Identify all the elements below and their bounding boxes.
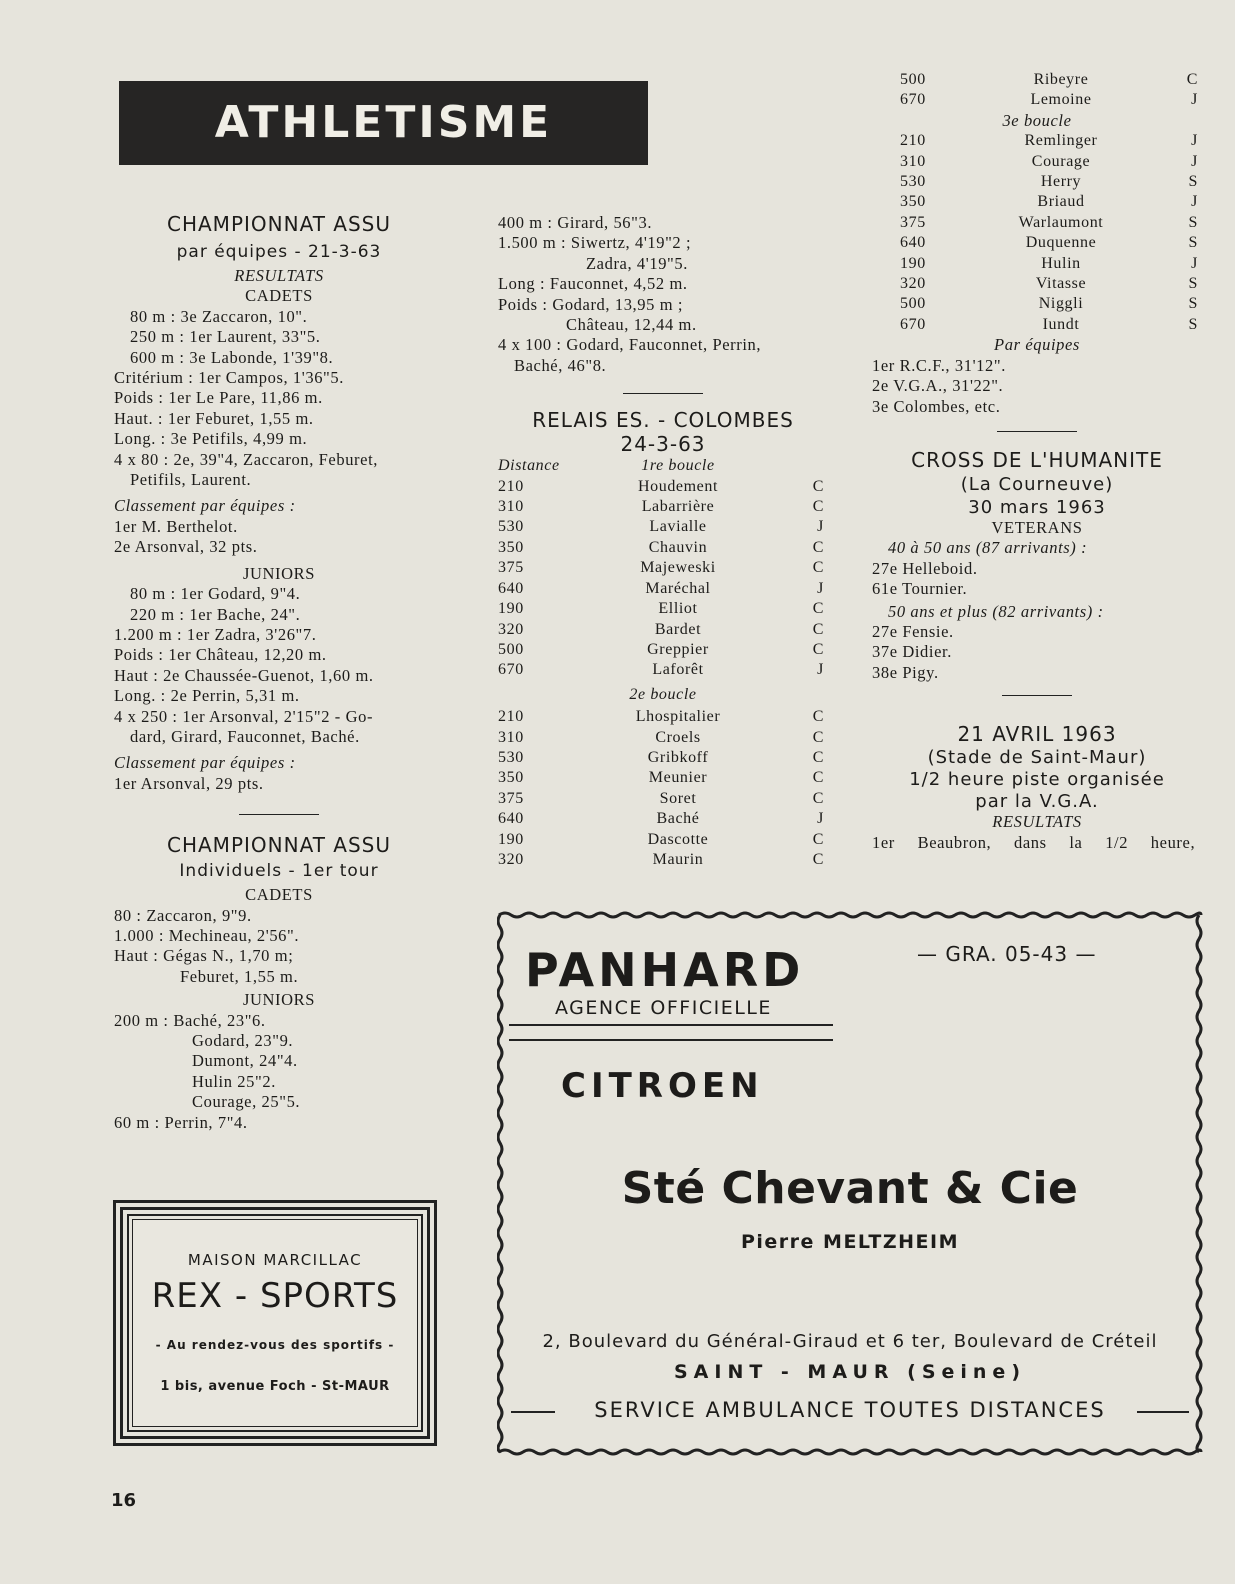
row-category: S	[1188, 173, 1198, 191]
row-category: J	[1191, 193, 1198, 211]
cross-date: 30 mars 1963	[968, 496, 1106, 518]
agence-underline-2	[509, 1039, 833, 1041]
list-item: 200 m : Baché, 23"6.	[114, 1010, 266, 1030]
list-item: Baché, 46"8.	[514, 355, 607, 375]
avril-date: 21 AVRIL 1963	[957, 722, 1117, 747]
classement-label: Classement par équipes :	[114, 496, 296, 516]
row-category: S	[1188, 315, 1198, 333]
row-category: C	[812, 640, 824, 658]
assu2-cadets-label: CADETS	[245, 885, 313, 905]
cross-title: CROSS DE L'HUMANITE	[911, 447, 1163, 472]
row-category: C	[812, 728, 824, 746]
cross-place: (La Courneuve)	[960, 473, 1114, 495]
list-item: 27e Helleboid.	[872, 558, 978, 578]
distance-header: Distance	[498, 457, 560, 475]
row-category: J	[817, 661, 824, 679]
row-name: Duquenne	[1025, 234, 1097, 252]
avril-results: RESULTATS	[992, 812, 1082, 832]
avril-place: (Stade de Saint-Maur)	[927, 747, 1147, 769]
list-item: Critérium : 1er Campos, 1'36"5.	[114, 368, 344, 388]
list-item: 80 m : 3e Zaccaron, 10".	[130, 306, 308, 326]
row-distance: 500	[900, 71, 926, 88]
row-distance: 350	[900, 193, 926, 211]
list-item: 1er R.C.F., 31'12".	[872, 355, 1006, 375]
row-category: J	[1191, 132, 1198, 150]
avril-line1: 1/2 heure piste organisée	[909, 769, 1165, 791]
column-2	[498, 213, 828, 870]
row-category: C	[812, 538, 824, 556]
panhard-tel: — GRA. 05-43 —	[917, 942, 1097, 966]
row-name: Meunier	[648, 769, 708, 787]
divider	[623, 393, 703, 394]
avril-line2: par la V.G.A.	[975, 791, 1099, 813]
row-distance: 310	[498, 498, 524, 516]
list-item: Château, 12,44 m.	[566, 315, 697, 335]
row-distance: 310	[498, 728, 524, 746]
row-name: Croels	[655, 728, 701, 746]
list-item: dard, Girard, Fauconnet, Baché.	[130, 726, 360, 746]
row-name: Courage	[1031, 152, 1091, 170]
row-name: Ribeyre	[1033, 71, 1089, 88]
row-distance: 190	[498, 830, 524, 848]
list-item: 3e Colombes, etc.	[872, 396, 1001, 416]
row-distance: 500	[900, 295, 926, 313]
list-item: Poids : Godard, 13,95 m ;	[498, 294, 684, 314]
list-item: 1.500 m : Siwertz, 4'19"2 ;	[498, 233, 692, 253]
row-category: C	[812, 498, 824, 516]
list-item: Haut : Gégas N., 1,70 m;	[114, 946, 294, 966]
row-name: Lavialle	[649, 518, 707, 536]
row-name: Maréchal	[645, 579, 711, 597]
row-distance: 320	[498, 620, 524, 638]
row-distance: 375	[900, 213, 926, 231]
row-distance: 530	[900, 173, 926, 191]
relais-table	[498, 456, 828, 476]
assu1-cadets-list	[114, 307, 444, 491]
list-item: Poids : 1er Château, 12,20 m.	[114, 645, 327, 665]
row-name: Briaud	[1037, 193, 1085, 211]
row-distance: 375	[498, 789, 524, 807]
list-item: 37e Didier.	[872, 642, 952, 662]
row-name: Herry	[1040, 173, 1082, 191]
assu1-juniors-label: JUNIORS	[242, 563, 316, 583]
company-service: SERVICE AMBULANCE TOUTES DISTANCES	[594, 1398, 1106, 1422]
list-item: 2e Arsonval, 32 pts.	[114, 537, 258, 557]
row-category: C	[812, 620, 824, 638]
relais-date: 24-3-63	[620, 432, 706, 457]
row-name: Niggli	[1038, 295, 1084, 313]
row-category: C	[812, 748, 824, 766]
row-category: C	[812, 477, 824, 495]
row-distance: 640	[900, 234, 926, 252]
classement-label: Classement par équipes :	[114, 753, 296, 773]
list-item: 4 x 250 : 1er Arsonval, 2'15"2 - Go-	[114, 706, 374, 726]
row-distance: 670	[498, 661, 524, 679]
list-item: Haut : 2e Chaussée-Guenot, 1,60 m.	[114, 665, 374, 685]
row-category: C	[812, 789, 824, 807]
list-item: 61e Tournier.	[872, 579, 968, 599]
list-item: Hulin 25"2.	[192, 1071, 276, 1091]
relais-rows-1	[498, 477, 828, 681]
rex-line4: 1 bis, avenue Foch - St-MAUR	[160, 1379, 390, 1394]
boucle3-header: 3e boucle	[1002, 110, 1072, 130]
column-3	[872, 70, 1202, 853]
row-category: J	[817, 810, 824, 828]
row-name: Laforêt	[652, 661, 704, 679]
list-item: Zadra, 4'19"5.	[586, 253, 688, 273]
list-item: 1er Arsonval, 29 pts.	[114, 773, 264, 793]
row-distance: 320	[900, 275, 926, 293]
par-equipes-label: Par équipes	[994, 335, 1080, 355]
assu2-juniors-label: JUNIORS	[242, 990, 316, 1010]
row-distance: 530	[498, 748, 524, 766]
row-distance: 670	[900, 91, 926, 109]
company-city: SAINT - MAUR (Seine)	[674, 1361, 1026, 1383]
row-category: C	[812, 769, 824, 787]
list-item: Feburet, 1,55 m.	[180, 966, 299, 986]
cross-veterans: VETERANS	[991, 517, 1083, 537]
list-item: Petifils, Laurent.	[130, 470, 252, 490]
citroen-brand: CITROEN	[561, 1066, 764, 1106]
section-banner	[119, 81, 648, 165]
assu1-results: RESULTATS	[234, 266, 324, 285]
column-1	[114, 212, 444, 1133]
divider	[997, 431, 1077, 432]
assu1-juniors-list	[114, 584, 444, 747]
row-distance: 350	[498, 769, 524, 787]
row-category: C	[812, 830, 824, 848]
assu1-cadets-label: CADETS	[245, 286, 313, 306]
list-item: 250 m : 1er Laurent, 33"5.	[130, 327, 321, 347]
row-distance: 640	[498, 579, 524, 597]
panhard-brand: PANHARD	[525, 943, 805, 997]
list-item: 60 m : Perrin, 7"4.	[114, 1112, 248, 1132]
row-category: C	[812, 708, 824, 726]
divider	[1002, 695, 1072, 696]
row-distance: 500	[498, 640, 524, 658]
row-name: Remlinger	[1024, 132, 1098, 150]
row-name: Greppier	[647, 640, 709, 658]
row-name: Hulin	[1041, 254, 1081, 272]
boucle-header: 2e boucle	[629, 685, 697, 703]
row-category: S	[1188, 275, 1198, 293]
ad-rex-sports	[113, 1200, 437, 1446]
list-item: 1.000 : Mechineau, 2'56".	[114, 925, 300, 945]
list-item: 220 m : 1er Bache, 24".	[130, 604, 301, 624]
row-name: Chauvin	[648, 538, 708, 556]
list-item: 4 x 80 : 2e, 39"4, Zaccaron, Feburet,	[114, 449, 378, 469]
row-name: Labarrière	[641, 498, 715, 516]
row-category: J	[817, 518, 824, 536]
row-name: Elliot	[658, 600, 698, 618]
company-owner: Pierre MELTZHEIM	[740, 1231, 959, 1253]
cross-cat1: 40 à 50 ans (87 arrivants) :	[888, 538, 1088, 558]
row-distance: 640	[498, 810, 524, 828]
list-item: 4 x 100 : Godard, Fauconnet, Perrin,	[498, 335, 762, 355]
row-distance: 310	[900, 152, 926, 170]
company-address: 2, Boulevard du Général-Giraud et 6 ter, Boulevard de Créteil	[542, 1331, 1158, 1352]
list-item: 400 m : Girard, 56"3.	[498, 213, 653, 232]
list-item: 1er M. Berthelot.	[114, 516, 238, 536]
row-category: C	[812, 600, 824, 618]
row-category: J	[1191, 91, 1198, 109]
list-item: 38e Pigy.	[872, 662, 939, 682]
list-item: 1er Beaubron, dans la 1/2 heure,	[872, 832, 1196, 852]
row-category: C	[1186, 71, 1198, 88]
row-category: S	[1188, 234, 1198, 252]
list-item: 1.200 m : 1er Zadra, 3'26"7.	[114, 624, 317, 644]
list-item: 600 m : 3e Labonde, 1'39"8.	[130, 347, 334, 367]
row-name: Soret	[659, 789, 697, 807]
assu2-title: CHAMPIONNAT ASSU	[167, 833, 391, 858]
cross-cat2: 50 ans et plus (82 arrivants) :	[888, 601, 1104, 621]
row-distance: 670	[900, 315, 926, 333]
ad-panhard-citroen	[497, 911, 1203, 1456]
assu1-title: CHAMPIONNAT ASSU	[167, 212, 391, 236]
banner-title: ATHLETISME	[214, 97, 553, 148]
row-name: Lhospitalier	[635, 708, 721, 726]
list-item: 27e Fensie.	[872, 621, 954, 641]
list-item: 80 m : 1er Godard, 9"4.	[130, 584, 301, 604]
row-name: Gribkoff	[647, 748, 709, 766]
row-name: Lemoine	[1030, 91, 1092, 109]
list-item: 2e V.G.A., 31'22".	[872, 376, 1004, 396]
assu2-subtitle: Individuels - 1er tour	[179, 861, 379, 882]
empty-cell	[788, 456, 828, 476]
row-name: Maurin	[652, 850, 704, 868]
list-item: Courage, 25"5.	[192, 1092, 301, 1112]
row-category: J	[1191, 152, 1198, 170]
assu1-subtitle: par équipes - 21-3-63	[176, 242, 382, 262]
relais-rows-2	[498, 707, 828, 870]
list-item: Long. : 2e Perrin, 5,31 m.	[114, 686, 300, 706]
list-item: Haut. : 1er Feburet, 1,55 m.	[114, 408, 314, 428]
row-distance: 530	[498, 518, 524, 536]
row-name: Warlaumont	[1018, 213, 1104, 231]
row-category: S	[1188, 295, 1198, 313]
row-category: J	[1191, 254, 1198, 272]
row-distance: 210	[498, 708, 524, 726]
relais-rows-3	[872, 131, 1202, 335]
row-category: C	[812, 850, 824, 868]
rex-line3: - Au rendez-vous des sportifs -	[155, 1338, 395, 1352]
row-distance: 210	[900, 132, 926, 150]
list-item: Godard, 23"9.	[192, 1031, 294, 1050]
company-name: Sté Chevant & Cie	[621, 1163, 1079, 1214]
relais-title: RELAIS ES. - COLOMBES	[532, 408, 794, 433]
list-item: 80 : Zaccaron, 9"9.	[114, 905, 252, 925]
relais-boucle2	[498, 681, 828, 707]
row-category: C	[812, 559, 824, 577]
row-distance: 350	[498, 538, 524, 556]
rex-line2: REX - SPORTS	[151, 1276, 399, 1316]
row-distance: 375	[498, 559, 524, 577]
list-item: Long : Fauconnet, 4,52 m.	[498, 274, 688, 294]
rex-line1: MAISON MARCILLAC	[187, 1251, 363, 1269]
panhard-agence: AGENCE OFFICIELLE	[555, 997, 772, 1019]
boucle-header: 1re boucle	[641, 457, 715, 475]
row-name: Baché	[656, 810, 700, 828]
agence-underline-1	[509, 1024, 833, 1026]
row-name: Iundt	[1042, 315, 1080, 333]
row-name: Bardet	[654, 620, 702, 638]
list-item: Dumont, 24"4.	[192, 1051, 298, 1071]
row-distance: 210	[498, 477, 524, 495]
row-distance: 190	[498, 600, 524, 618]
list-item: Poids : 1er Le Pare, 11,86 m.	[114, 388, 323, 408]
row-category: J	[817, 579, 824, 597]
row-name: Dascotte	[647, 830, 709, 848]
row-name: Houdement	[637, 477, 719, 495]
row-distance: 320	[498, 850, 524, 868]
row-category: S	[1188, 213, 1198, 231]
divider	[239, 814, 319, 815]
list-item: Long. : 3e Petifils, 4,99 m.	[114, 429, 308, 449]
service-dash-right	[1137, 1411, 1189, 1413]
page-number: 16	[111, 1490, 137, 1511]
row-name: Vitasse	[1035, 275, 1087, 293]
relais-rows-top	[872, 70, 1202, 111]
row-name: Majeweski	[640, 559, 716, 577]
row-distance: 190	[900, 254, 926, 272]
